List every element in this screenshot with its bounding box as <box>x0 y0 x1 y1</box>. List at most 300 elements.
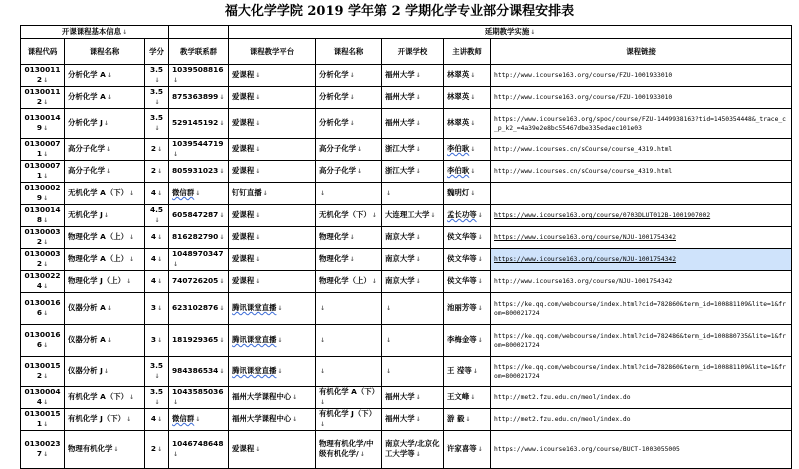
cell-link[interactable] <box>491 205 792 227</box>
paragraph-mark: ↓ <box>386 305 392 312</box>
paragraph-mark: ↓ <box>255 256 261 263</box>
cell-school <box>382 183 444 205</box>
cell-code-text: 01300071 <box>24 139 61 158</box>
cell-link[interactable] <box>491 161 792 183</box>
cell-credit <box>145 205 169 227</box>
paragraph-mark: ↓ <box>173 77 179 84</box>
cell-credit-text: 2 <box>150 166 157 175</box>
cell-course <box>316 431 382 469</box>
cell-credit-text: 4 <box>150 254 157 263</box>
cell-qq <box>169 139 229 161</box>
cell-school <box>382 249 444 271</box>
table-row <box>21 271 792 293</box>
cell-qq-text: 1043585036 <box>172 387 224 396</box>
cell-credit-text: 3.5 <box>149 87 164 96</box>
course-link[interactable]: https://www.icourse163.org/course/NJU-1001754342 <box>494 234 677 241</box>
paragraph-mark: ↓ <box>113 446 119 453</box>
cell-name-text: 分析化学 A <box>68 92 106 101</box>
cell-teacher <box>444 357 491 387</box>
paragraph-mark: ↓ <box>277 368 283 375</box>
header-credit: 学分 <box>145 39 169 65</box>
cell-qq-text: 1048970347 <box>172 249 224 258</box>
cell-platform <box>229 293 316 325</box>
cell-platform <box>229 431 316 469</box>
cell-name <box>65 227 145 249</box>
cell-credit <box>145 65 169 87</box>
cell-teacher <box>444 205 491 227</box>
paragraph-mark: ↓ <box>157 256 163 263</box>
cell-code-text: 01300071 <box>24 161 61 180</box>
table-row <box>21 65 792 87</box>
paragraph-mark: ↓ <box>43 151 49 158</box>
cell-qq-text: 529145192 <box>172 118 219 127</box>
paragraph-mark: ↓ <box>415 451 421 458</box>
cell-teacher <box>444 249 491 271</box>
paragraph-mark: ↓ <box>103 212 109 219</box>
cell-name <box>65 205 145 227</box>
cell-course-text: 高分子化学 <box>319 144 356 153</box>
paragraph-mark: ↓ <box>477 305 483 312</box>
cell-credit <box>145 227 169 249</box>
paragraph-mark: ↓ <box>195 190 201 197</box>
cell-course-text: 物理化学 <box>319 254 349 263</box>
cell-teacher-text: 王 滢等 <box>447 366 472 375</box>
cell-course <box>316 109 382 139</box>
cell-teacher-text: 李伯耿 <box>447 166 470 175</box>
header-column-row <box>21 39 792 65</box>
header-blank <box>169 26 229 39</box>
paragraph-mark: ↓ <box>219 212 225 219</box>
paragraph-mark: ↓ <box>470 190 476 197</box>
cell-link[interactable] <box>491 431 792 469</box>
header-group-row <box>21 26 792 39</box>
cell-course <box>316 357 382 387</box>
table-row <box>21 139 792 161</box>
paragraph-mark: ↓ <box>154 125 160 132</box>
course-link[interactable]: https://ke.qq.com/webcourse/index.html?cid=782486&term_id=100880735&lite=1&from=800021724 <box>494 332 786 349</box>
cell-code-text: 01300224 <box>24 271 61 290</box>
cell-school <box>382 325 444 357</box>
cell-course <box>316 139 382 161</box>
cell-qq-text: 984386534 <box>172 366 219 375</box>
course-link[interactable]: http://www.icourse163.org/course/FZU-1001933010 <box>494 72 673 79</box>
cell-credit <box>145 161 169 183</box>
course-link[interactable]: http://www.icourses.cn/sCourse/course_4319.html <box>494 168 673 175</box>
cell-credit <box>145 139 169 161</box>
paragraph-mark: ↓ <box>154 99 160 106</box>
cell-course <box>316 409 382 431</box>
cell-name <box>65 139 145 161</box>
paragraph-mark: ↓ <box>386 368 392 375</box>
cell-teacher-text: 侯文华等 <box>447 254 477 263</box>
cell-teacher <box>444 87 491 109</box>
paragraph-mark: ↓ <box>157 278 163 285</box>
paragraph-mark: ↓ <box>277 337 283 344</box>
course-link[interactable]: http://www.icourse163.org/course/NJU-1001754342 <box>494 278 673 285</box>
cell-school-text: 福州大学 <box>385 92 415 101</box>
paragraph-mark: ↓ <box>292 416 298 423</box>
cell-qq <box>169 387 229 409</box>
cell-teacher <box>444 109 491 139</box>
cell-qq-text: 181929365 <box>172 335 219 344</box>
cell-qq-text: 1039544719 <box>172 139 224 148</box>
paragraph-mark: ↓ <box>430 212 436 219</box>
paragraph-mark: ↓ <box>320 305 326 312</box>
cell-name-text: 仪器分析 J <box>68 366 103 375</box>
cell-name <box>65 325 145 357</box>
cell-qq-text: 微信群 <box>172 188 195 197</box>
cell-code-text: 01300149 <box>24 113 61 132</box>
cell-code-text: 01300032 <box>24 249 61 268</box>
cell-qq-text: 1039508816 <box>172 65 224 74</box>
cell-school-text: 福州大学 <box>385 118 415 127</box>
table-row <box>21 109 792 139</box>
header-qq: 教学联系群 <box>169 39 229 65</box>
paragraph-mark: ↓ <box>415 146 421 153</box>
cell-qq-text: 605847287 <box>172 210 219 219</box>
page-title: 福大化学学院 2019 学年第 2 学期化学专业部分课程安排表 <box>224 4 575 19</box>
cell-credit-text: 3.5 <box>149 65 164 74</box>
paragraph-mark: ↓ <box>129 190 135 197</box>
table-row <box>21 249 792 271</box>
course-link[interactable]: http://met2.fzu.edu.cn/meol/index.do <box>494 416 631 423</box>
paragraph-mark: ↓ <box>129 234 135 241</box>
cell-qq <box>169 293 229 325</box>
cell-platform <box>229 271 316 293</box>
cell-code <box>21 293 65 325</box>
cell-credit-text: 3.5 <box>149 113 164 122</box>
paragraph-mark: ↓ <box>105 146 111 153</box>
paragraph-mark: ↓ <box>415 234 421 241</box>
table-row <box>21 227 792 249</box>
cell-teacher-text: 侯文华等 <box>447 276 477 285</box>
cell-link[interactable] <box>491 387 792 409</box>
cell-credit <box>145 431 169 469</box>
cell-teacher-text: 林翠英 <box>447 70 470 79</box>
paragraph-mark: ↓ <box>43 217 49 224</box>
cell-name <box>65 87 145 109</box>
cell-teacher-text: 林翠英 <box>447 118 470 127</box>
paragraph-mark: ↓ <box>472 368 478 375</box>
cell-link[interactable] <box>491 409 792 431</box>
paragraph-mark: ↓ <box>415 256 421 263</box>
paragraph-mark: ↓ <box>157 305 163 312</box>
cell-credit-text: 4.5 <box>149 205 164 214</box>
cell-code <box>21 357 65 387</box>
paragraph-mark: ↓ <box>157 446 163 453</box>
cell-name-text: 有机化学 A（下） <box>68 392 129 401</box>
cell-code-text: 01300044 <box>24 387 61 406</box>
cell-name <box>65 183 145 205</box>
course-link[interactable]: http://met2.fzu.edu.cn/meol/index.do <box>494 394 631 401</box>
table-row <box>21 325 792 357</box>
paragraph-mark: ↓ <box>415 94 421 101</box>
cell-code-text: 01300029 <box>24 183 61 202</box>
cell-qq-text: 816282790 <box>172 232 219 241</box>
cell-credit-text: 3 <box>150 303 157 312</box>
paragraph-mark: ↓ <box>470 168 476 175</box>
course-link[interactable]: http://www.icourse163.org/course/FZU-1001933010 <box>494 94 673 101</box>
cell-code <box>21 227 65 249</box>
cell-code <box>21 387 65 409</box>
paragraph-mark: ↓ <box>320 368 326 375</box>
cell-name-text: 物理化学 J（上） <box>68 276 126 285</box>
cell-link[interactable] <box>491 65 792 87</box>
cell-credit <box>145 271 169 293</box>
cell-teacher-text: 魏明灯 <box>447 188 470 197</box>
cell-name <box>65 249 145 271</box>
cell-school-text: 南京大学 <box>385 276 415 285</box>
paragraph-mark: ↓ <box>255 446 261 453</box>
cell-platform-text: 爱课程 <box>232 444 255 453</box>
paragraph-mark: ↓ <box>477 446 483 453</box>
cell-credit-text: 4 <box>150 188 157 197</box>
cell-course-text: 高分子化学 <box>319 166 356 175</box>
cell-platform <box>229 183 316 205</box>
cell-code-text: 01300166 <box>24 298 61 317</box>
cell-name <box>65 109 145 139</box>
cell-link[interactable] <box>491 87 792 109</box>
paragraph-mark: ↓ <box>173 261 179 268</box>
cell-teacher <box>444 183 491 205</box>
cell-platform <box>229 161 316 183</box>
paragraph-mark: ↓ <box>154 399 160 406</box>
cell-course-text: 分析化学 <box>319 70 349 79</box>
cell-teacher-text: 许家喜等 <box>447 444 477 453</box>
paragraph-mark: ↓ <box>103 120 109 127</box>
paragraph-mark: ↓ <box>320 337 326 344</box>
cell-credit <box>145 325 169 357</box>
paragraph-mark: ↓ <box>255 120 261 127</box>
cell-name-text: 仪器分析 A <box>68 335 106 344</box>
course-table <box>20 25 792 469</box>
cell-teacher <box>444 139 491 161</box>
cell-school <box>382 357 444 387</box>
cell-code <box>21 409 65 431</box>
cell-code-text: 01300151 <box>24 409 61 428</box>
cell-qq <box>169 87 229 109</box>
cell-teacher-text: 林翠英 <box>447 92 470 101</box>
cell-code-text: 01300112 <box>24 87 61 106</box>
header-extension: 延期教学实施↓ <box>229 26 792 39</box>
cell-school <box>382 431 444 469</box>
cell-course <box>316 87 382 109</box>
cell-platform <box>229 205 316 227</box>
paragraph-mark: ↓ <box>292 394 298 401</box>
cell-code-text: 01300166 <box>24 330 61 349</box>
paragraph-mark: ↓ <box>415 120 421 127</box>
cell-name-text: 分析化学 J <box>68 118 103 127</box>
cell-code <box>21 205 65 227</box>
paragraph-mark: ↓ <box>320 190 326 197</box>
cell-code <box>21 431 65 469</box>
cell-credit-text: 2 <box>150 444 157 453</box>
cell-course <box>316 227 382 249</box>
paragraph-mark: ↓ <box>43 195 49 202</box>
paragraph-mark: ↓ <box>277 305 283 312</box>
paragraph-mark: ↓ <box>477 337 483 344</box>
paragraph-mark: ↓ <box>43 373 49 380</box>
cell-credit-text: 3.5 <box>149 387 164 396</box>
paragraph-mark: ↓ <box>154 77 160 84</box>
course-link[interactable]: https://ke.qq.com/webcourse/index.html?cid=782860&term_id=100881109&lite=1&from=800021724 <box>494 300 786 317</box>
cell-school <box>382 227 444 249</box>
paragraph-mark: ↓ <box>219 94 225 101</box>
paragraph-mark: ↓ <box>43 77 49 84</box>
cell-link[interactable] <box>491 357 792 387</box>
cell-qq <box>169 109 229 139</box>
cell-platform-text: 腾讯课堂直播 <box>232 335 277 344</box>
cell-school-text: 浙江大学 <box>385 144 415 153</box>
paragraph-mark: ↓ <box>349 72 355 79</box>
cell-teacher <box>444 387 491 409</box>
cell-credit <box>145 387 169 409</box>
cell-qq <box>169 431 229 469</box>
cell-course-text: 有机化学 J（下） <box>319 409 377 418</box>
course-link[interactable]: http://www.icourses.cn/sCourse/course_4319.html <box>494 146 673 153</box>
paragraph-mark: ↓ <box>371 212 377 219</box>
paragraph-mark: ↓ <box>470 394 476 401</box>
paragraph-mark: ↓ <box>43 399 49 406</box>
cell-link[interactable] <box>491 227 792 249</box>
cell-course <box>316 249 382 271</box>
paragraph-mark: ↓ <box>470 146 476 153</box>
cell-name <box>65 431 145 469</box>
cell-platform-text: 爱课程 <box>232 232 255 241</box>
cell-code <box>21 87 65 109</box>
paragraph-mark: ↓ <box>470 120 476 127</box>
paragraph-mark: ↓ <box>415 394 421 401</box>
paragraph-mark: ↓ <box>219 120 225 127</box>
paragraph-mark: ↓ <box>470 94 476 101</box>
paragraph-mark: ↓ <box>386 190 392 197</box>
cell-course-text: 分析化学 <box>319 118 349 127</box>
cell-platform-text: 爱课程 <box>232 166 255 175</box>
cell-school <box>382 87 444 109</box>
cell-name-text: 分析化学 A <box>68 70 106 79</box>
cell-school-text: 南京大学/北京化工大学等 <box>385 439 440 458</box>
header-teacher: 主讲教师 <box>444 39 491 65</box>
paragraph-mark: ↓ <box>129 394 135 401</box>
cell-platform <box>229 409 316 431</box>
cell-platform <box>229 65 316 87</box>
cell-school <box>382 65 444 87</box>
paragraph-mark: ↓ <box>219 305 225 312</box>
cell-link[interactable] <box>491 271 792 293</box>
cell-platform <box>229 87 316 109</box>
table-row <box>21 87 792 109</box>
paragraph-mark: ↓ <box>106 337 112 344</box>
paragraph-mark: ↓ <box>219 234 225 241</box>
cell-credit <box>145 249 169 271</box>
paragraph-mark: ↓ <box>415 168 421 175</box>
cell-code <box>21 183 65 205</box>
cell-school-text: 福州大学 <box>385 70 415 79</box>
cell-qq <box>169 227 229 249</box>
paragraph-mark: ↓ <box>465 416 471 423</box>
cell-platform <box>229 325 316 357</box>
cell-school-text: 南京大学 <box>385 232 415 241</box>
course-link[interactable]: https://www.icourse163.org/course/BUCT-1003055005 <box>494 446 680 453</box>
course-link[interactable]: https://www.icourse163.org/spoc/course/FZU-1449938163?tid=1450354448&_trace_c_p_k2_=4a39e2e8bc55467dbe335edaec101e03 <box>494 115 786 132</box>
cell-platform-text: 爱课程 <box>232 92 255 101</box>
cell-course-text: 物理有机化学/中级有机化学/ <box>319 439 374 458</box>
header-course: 课程名称 <box>316 39 382 65</box>
paragraph-mark: ↓ <box>157 416 163 423</box>
cell-course-text: 无机化学（下） <box>319 210 371 219</box>
cell-link[interactable] <box>491 293 792 325</box>
paragraph-mark: ↓ <box>415 72 421 79</box>
paragraph-mark: ↓ <box>349 94 355 101</box>
cell-platform-text: 腾讯课堂直播 <box>232 303 277 312</box>
cell-school-text: 浙江大学 <box>385 166 415 175</box>
cell-course <box>316 271 382 293</box>
paragraph-mark: ↓ <box>43 283 49 290</box>
cell-qq-text: 微信群 <box>172 414 195 423</box>
cell-teacher <box>444 431 491 469</box>
cell-teacher-text: 游 毅 <box>447 414 465 423</box>
cell-school <box>382 409 444 431</box>
paragraph-mark: ↓ <box>173 451 179 458</box>
cell-code <box>21 65 65 87</box>
cell-school <box>382 161 444 183</box>
cell-school <box>382 293 444 325</box>
cell-platform-text: 爱课程 <box>232 144 255 153</box>
paragraph-mark: ↓ <box>126 416 132 423</box>
header-name: 课程名称 <box>65 39 145 65</box>
cell-name-text: 有机化学 J（下） <box>68 414 126 423</box>
cell-link[interactable] <box>491 249 792 271</box>
course-link[interactable]: https://www.icourse163.org/course/0703DLUT012B-1001907002 <box>494 212 711 219</box>
cell-link[interactable] <box>491 325 792 357</box>
cell-school <box>382 139 444 161</box>
cell-course <box>316 65 382 87</box>
paragraph-mark: ↓ <box>371 278 377 285</box>
paragraph-mark: ↓ <box>349 120 355 127</box>
cell-name <box>65 65 145 87</box>
cell-teacher-text: 王文峰 <box>447 392 470 401</box>
cell-platform <box>229 249 316 271</box>
cell-code-text: 01300237 <box>24 439 61 458</box>
paragraph-mark: ↓ <box>255 146 261 153</box>
course-link[interactable]: https://www.icourse163.org/course/NJU-1001754342 <box>494 256 677 263</box>
cell-name <box>65 409 145 431</box>
cell-name <box>65 293 145 325</box>
cell-course <box>316 325 382 357</box>
paragraph-mark: ↓ <box>477 212 483 219</box>
cell-qq <box>169 249 229 271</box>
paragraph-mark: ↓ <box>357 168 363 175</box>
paragraph-mark: ↓ <box>219 168 225 175</box>
paragraph-mark: ↓ <box>43 261 49 268</box>
course-link[interactable]: https://ke.qq.com/webcourse/index.html?cid=782860&term_id=100881109&lite=1&from=800021724 <box>494 363 786 380</box>
paragraph-mark: ↓ <box>43 125 49 132</box>
cell-teacher <box>444 293 491 325</box>
cell-name-text: 高分子化学 <box>68 166 105 175</box>
cell-course <box>316 387 382 409</box>
cell-school <box>382 205 444 227</box>
paragraph-mark: ↓ <box>477 234 483 241</box>
paragraph-mark: ↓ <box>43 451 49 458</box>
cell-link[interactable] <box>491 139 792 161</box>
cell-qq-text: 875363899 <box>172 92 219 101</box>
paragraph-mark: ↓ <box>157 146 163 153</box>
cell-link[interactable] <box>491 109 792 139</box>
cell-qq <box>169 271 229 293</box>
paragraph-mark: ↓ <box>255 278 261 285</box>
cell-credit-text: 4 <box>150 232 157 241</box>
paragraph-mark: ↓ <box>106 305 112 312</box>
